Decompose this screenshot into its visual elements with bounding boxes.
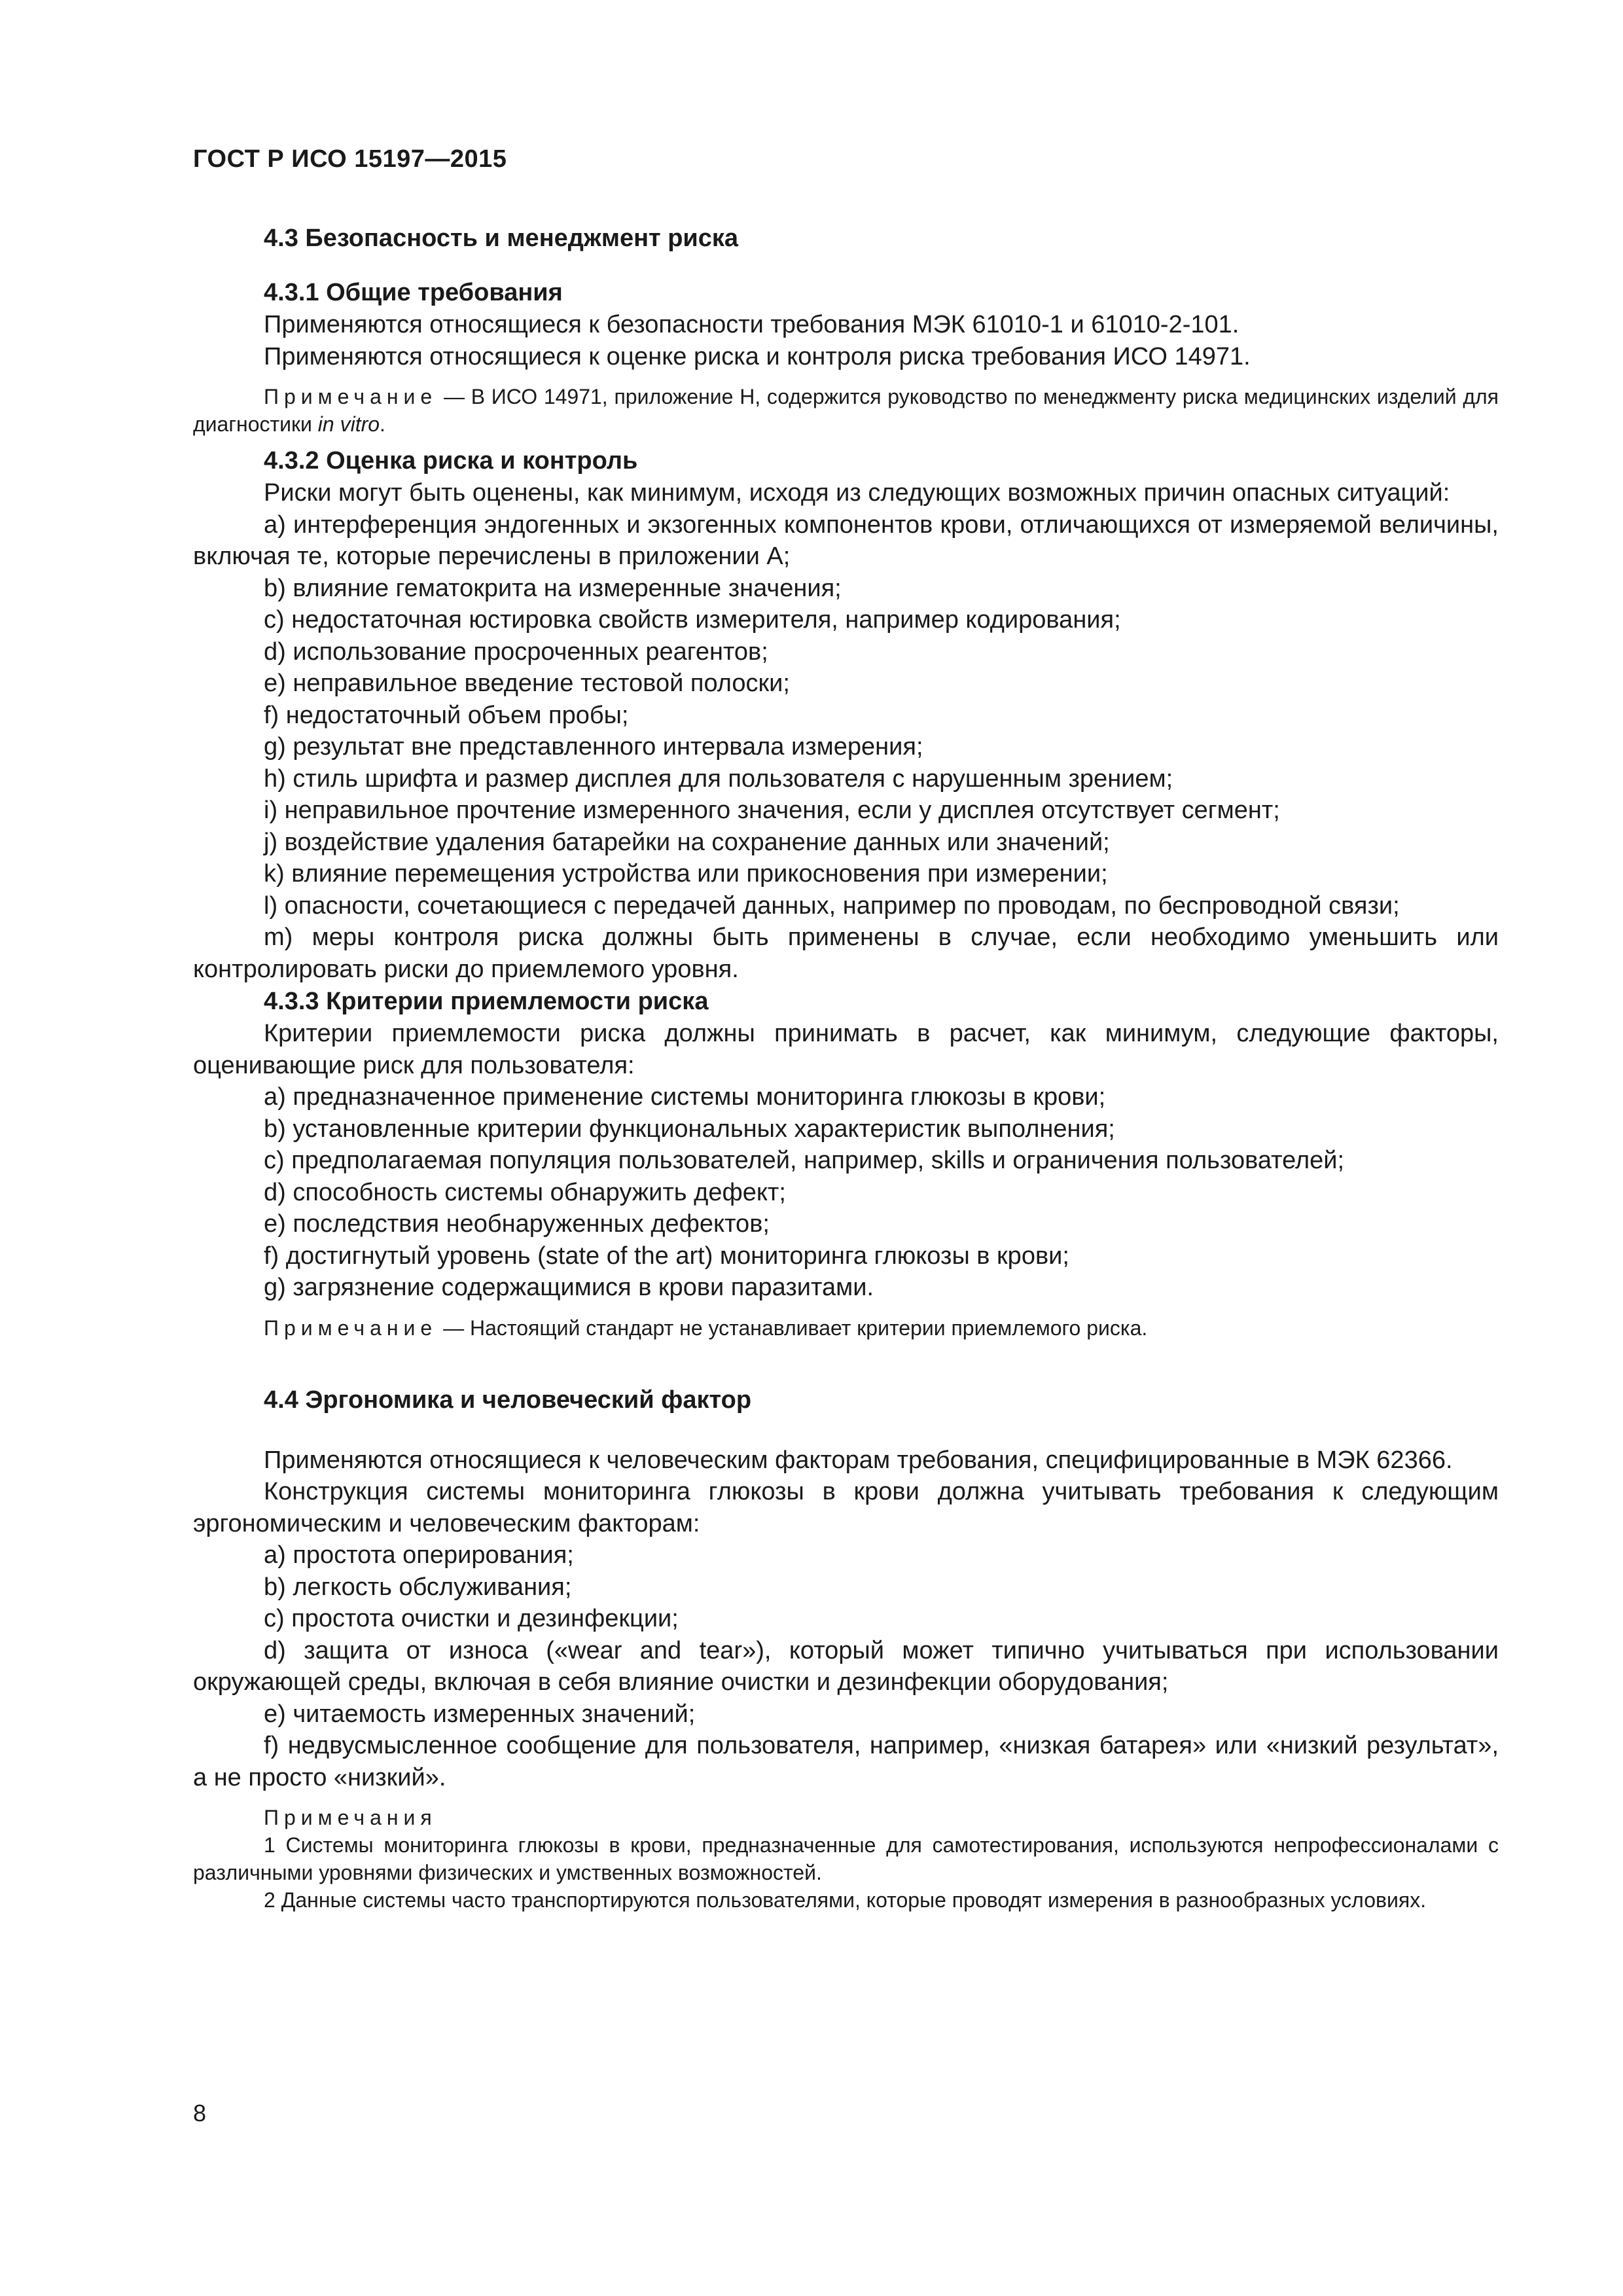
page-number: 8 bbox=[193, 2100, 207, 2126]
list-item: m) меры контроля риска должны быть применены в случае, если необходимо уменьшить или контролировать риски до приемлемого уровня. bbox=[193, 924, 1499, 983]
list-item: d) защита от износа («wear and tear»), который может типично учитываться при использовании окружающей среды, включая в себя влияние очистки и дезинфекции оборудования; bbox=[193, 1636, 1499, 1696]
paragraph: Применяются относящиеся к человеческим факторам требования, специфицированные в МЭК 62366. bbox=[264, 1446, 1453, 1474]
list-item: a) простота оперирования; bbox=[264, 1541, 574, 1569]
note-end: . bbox=[380, 412, 385, 436]
note-label: Примечание bbox=[264, 1316, 438, 1340]
paragraph: Применяются относящиеся к оценке риска и контроля риска требования ИСО 14971. bbox=[264, 342, 1251, 370]
section-4-3-3-title: 4.3.3 Критерии приемлемости риска bbox=[264, 988, 709, 1015]
notes-label: Примечания bbox=[264, 1806, 437, 1829]
note-text: — Настоящий стандарт не устанавливает критерии приемлемого риска. bbox=[437, 1316, 1148, 1340]
note bbox=[193, 383, 1499, 438]
list-item: g) результат вне представленного интервала измерения; bbox=[264, 733, 923, 761]
list-item: c) простота очистки и дезинфекции; bbox=[264, 1605, 679, 1632]
note-label: Примечание bbox=[264, 385, 438, 408]
list-item: e) последствия необнаруженных дефектов; bbox=[264, 1210, 770, 1238]
list-item: l) опасности, сочетающиеся с передачей данных, например по проводам, по беспроводной связи; bbox=[264, 891, 1400, 920]
section-4-4-title: 4.4 Эргономика и человеческий фактор bbox=[264, 1386, 752, 1414]
document-page bbox=[193, 145, 1499, 1920]
list-item: b) установленные критерии функциональных характеристик выполнения; bbox=[264, 1115, 1115, 1143]
note-item: 2 Данные системы часто транспортируются пользователями, которые проводят измерения в разнообразных условиях. bbox=[264, 1888, 1427, 1912]
list-item: b) влияние гематокрита на измеренные значения; bbox=[264, 574, 842, 602]
note-text: — В ИСО 14971, приложение Н, содержится руководство по менеджменту риска медицинских изделий для диагностики bbox=[193, 385, 1499, 436]
list-item: c) недостаточная юстировка свойств измерителя, например кодирования; bbox=[264, 606, 1121, 634]
notes-heading bbox=[193, 1804, 1499, 1831]
list-item: d) использование просроченных реагентов; bbox=[264, 637, 768, 666]
paragraph: Критерии приемлемости риска должны принимать в расчет, как минимум, следующие факторы, оценивающие риск для пользователя: bbox=[193, 1020, 1499, 1079]
list-item: e) читаемость измеренных значений; bbox=[264, 1700, 696, 1728]
list-item: h) стиль шрифта и размер дисплея для пользователя с нарушенным зрением; bbox=[264, 764, 1173, 793]
list-item: a) предназначенное применение системы мониторинга глюкозы в крови; bbox=[264, 1083, 1106, 1111]
list-item: k) влияние перемещения устройства или прикосновения при измерении; bbox=[264, 860, 1108, 888]
list-item: f) недостаточный объем пробы; bbox=[264, 701, 629, 729]
section-4-3-1-title: 4.3.1 Общие требования bbox=[264, 279, 563, 306]
list-item: g) загрязнение содержащимися в крови паразитами. bbox=[264, 1274, 874, 1301]
list-item: f) недвусмысленное сообщение для пользователя, например, «низкая батарея» или «низкий результат», а не просто «низкий». bbox=[193, 1732, 1499, 1791]
list-item: i) неправильное прочтение измеренного значения, если у дисплея отсутствует сегмент; bbox=[264, 797, 1280, 824]
list-item: f) достигнутый уровень (state of the art) мониторинга глюкозы в крови; bbox=[264, 1242, 1069, 1270]
list-item: d) способность системы обнаружить дефект; bbox=[264, 1178, 786, 1206]
paragraph: Конструкция системы мониторинга глюкозы в крови должна учитывать требования к следующим эргономическим и человеческим факторам: bbox=[193, 1478, 1499, 1537]
list-item: c) предполагаемая популяция пользователей, например, skills и ограничения пользователей; bbox=[264, 1147, 1345, 1174]
section-4-3-2-title: 4.3.2 Оценка риска и контроль bbox=[264, 447, 638, 475]
list-item: a) интерференция эндогенных и экзогенных компонентов крови, отличающихся от измеряемой величины, включая те, которые перечислены в приложении А; bbox=[193, 511, 1499, 570]
list-item: e) неправильное введение тестовой полоски; bbox=[264, 670, 790, 697]
list-item: j) воздействие удаления батарейки на сохранение данных или значений; bbox=[264, 828, 1110, 856]
document-header: ГОСТ Р ИСО 15197—2015 bbox=[193, 145, 507, 173]
list-item: b) легкость обслуживания; bbox=[264, 1573, 572, 1601]
note-italic: in vitro bbox=[317, 412, 380, 436]
paragraph: Применяются относящиеся к безопасности требования МЭК 61010-1 и 61010-2-101. bbox=[264, 311, 1240, 338]
section-4-3-title: 4.3 Безопасность и менеджмент риска bbox=[264, 224, 739, 252]
note bbox=[193, 1314, 1499, 1342]
note-item: 1 Системы мониторинга глюкозы в крови, предназначенные для самотестирования, используются непрофессионалами с различными уровнями физических и умственных возможностей. bbox=[193, 1833, 1499, 1884]
paragraph: Риски могут быть оценены, как минимум, исходя из следующих возможных причин опасных ситуаций: bbox=[264, 479, 1450, 507]
